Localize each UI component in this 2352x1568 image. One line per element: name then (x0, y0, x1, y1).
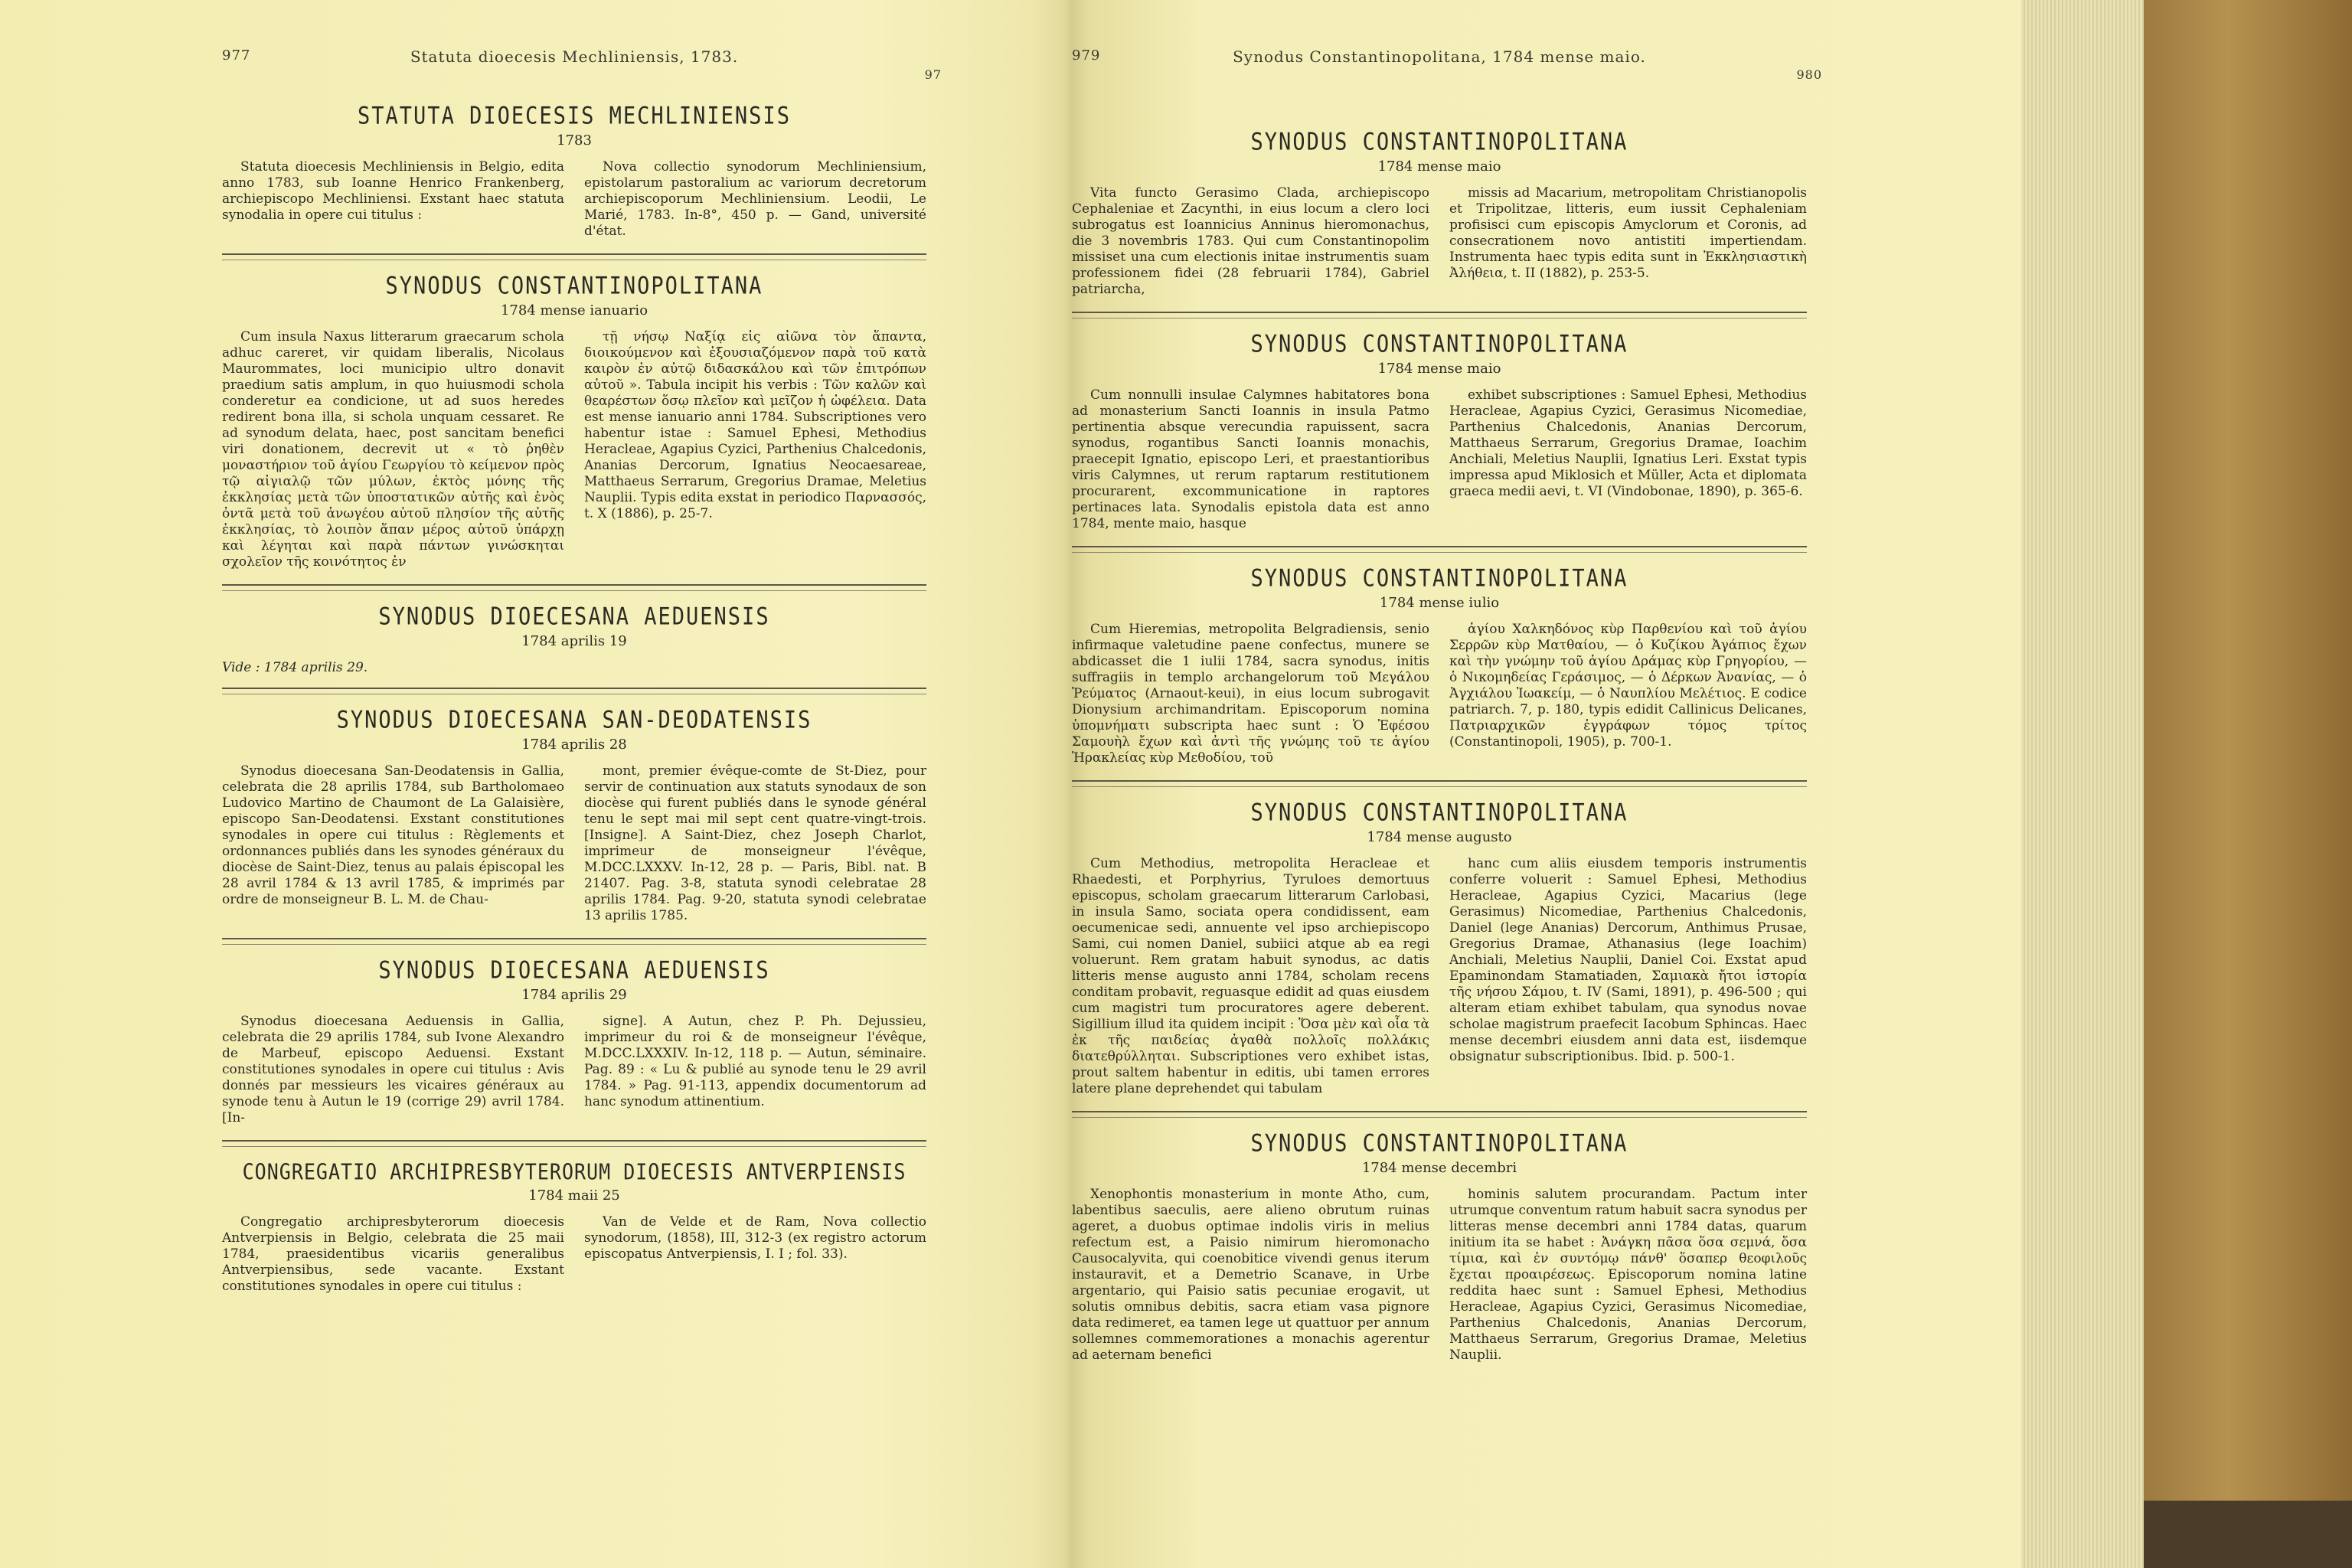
divider (222, 1140, 926, 1147)
divider (222, 584, 926, 591)
entry-text: Nova collectio synodorum Mechliniensium, epistolarum pastoralium ac variorum decretorum archiepiscoporum Mechliniensium. Leodii, Le Marié, 1783. In-8°, 450 p. — Gand, université d'état. (584, 159, 926, 239)
entry-date: 1784 mense maio (1377, 361, 1501, 377)
entry (1072, 801, 1807, 1099)
divider (222, 938, 926, 945)
entry-text: Statuta dioecesis Mechliniensis in Belgio, edita anno 1783, sub Ioanne Henrico Frankenberg, archiepiscopo Mechliniensi. Exstant haec statuta synodalia in opere cui titulus : (222, 159, 564, 223)
entry (1072, 130, 1807, 299)
entry-text: Synodus dioecesana San-Deodatensis in Gallia, celebrata die 28 aprilis 1784, sub Bartholomaeo Ludovico Martino de Chaumont de La Galaisière, episcopo San-Deodatensi. Exstant constitutiones synodales in opere cui titulus : Règlements et ordonnances publiés dans les synodes généraux du diocèse de Saint-Diez, tenus au palais épiscopal les 28 avril 1784 & 13 avril 1785, & imprimés par ordre de monseigneur B. L. M. de Chau- (222, 763, 564, 907)
entry-text: exhibet subscriptiones : Samuel Ephesi, Methodius Heracleae, Agapius Cyzici, Gerasimus Nicomediae, Parthenius Chalcedonis, Ananias Dercorum, Matthaeus Serrarum, Gregorius Dramae, Ioachim Anchiali, Meletius Nauplii, Ignatius Leri. Exstat typis impressa apud Miklosich et Müller, Acta et diplomata graeca medii aevi, t. VI (Vindobonae, 1890), p. 365-6. (1449, 387, 1807, 499)
entry-text: mont, premier évêque-comte de St-Diez, pour servir de continuation aux statuts synodaux de son diocèse qui furent publiés dans le synode général tenu le sept mai mil sept cent quatre-vingt-trois. [Insigne]. A Saint-Diez, chez Joseph Charlot, imprimeur de monseigneur l'évêque, M.DCC.LXXXV. In-12, 28 p. — Paris, Bibl. nat. B 21407. Pag. 3-8, statuta synodi celebratae 28 aprilis 1784. Pag. 9-20, statuta synodi celebratae 13 aprilis 1785. (584, 763, 926, 923)
entry-title: SYNODUS CONSTANTINOPOLITANA (1250, 799, 1628, 827)
entry-text: missis ad Macarium, metropolitam Christianopolis et Tripolitzae, litteris, eum iussit Cephaleniam profisisci cum episcopis Amyclorum et Coronis, ad consecrationem novo antistiti impertiendam. Instrumenta haec typis edita sunt in Ἐκκλησιαστικὴ Ἀλήθεια, t. II (1882), p. 253-5. (1449, 185, 1807, 281)
left-page-header (207, 0, 942, 82)
entry (222, 956, 926, 1128)
entry-text: signe]. A Autun, chez P. Ph. Dejussieu, imprimeur du roi & de monseigneur l'évêque, M.DCC.LXXXIV. In-12, 118 p. — Autun, séminaire. Pag. 89 : « Lu & publié au synode tenu le 29 avril 1784. » Pag. 91-113, appendix documentorum ad hanc synodum attinentium. (584, 1014, 926, 1109)
entry-title: SYNODUS DIOECESANA AEDUENSIS (378, 603, 770, 631)
entry-title: SYNODUS CONSTANTINOPOLITANA (385, 272, 763, 300)
running-title: Synodus Constantinopolitana, 1784 mense maio. (1233, 47, 1646, 66)
page-number: 979 (1072, 47, 1101, 64)
column-number: 97 (924, 67, 942, 82)
entry-text: Cum nonnulli insulae Calymnes habitatores bona ad monasterium Sancti Ioannis in insula Patmo pertinentia absque verecundia rapuissent, sacra synodus, rogantibus Sancti Ioannis monachis, praecepit Ignatio, episcopo Leri, et praestantioribus viris Calymnes, ut rerum raptarum restitutionem procurarent, excommunicatione in raptores pertinaces lata. Synodalis epistola data est anno 1784, mente maio, hasque (1072, 387, 1429, 531)
divider (1072, 546, 1807, 553)
entry-text: Van de Velde et de Ram, Nova collectio synodorum, (1858), III, 312-3 (ex registro actorum episcopatus Antverpiensis, I. I ; fol. 33). (584, 1214, 926, 1262)
entry-text: Congregatio archipresbyterorum dioecesis Antverpiensis in Belgio, celebrata die 25 maii 1784, praesidentibus vicariis generalibus Antverpiensibus, sede vacante. Exstant constitutiones synodales in opere cui titulus : (222, 1214, 564, 1294)
entry-title: SYNODUS CONSTANTINOPOLITANA (1250, 330, 1628, 358)
entry-date: 1784 mense maio (1377, 158, 1501, 175)
entry-date: 1784 mense iulio (1379, 595, 1500, 611)
entry-title: CONGREGATIO ARCHIPRESBYTERORUM DIOECESIS ANTVERPIENSIS (242, 1158, 906, 1185)
entry-text: τῇ νήσῳ Ναξίᾳ εἰς αἰῶνα τὸν ἅπαντα, διοικούμενον καὶ ἐξουσιαζόμενον παρὰ τοῦ κατὰ καιρὸν ἐν αὐτῷ διδασκάλου καὶ τῶν ἐπιτρόπων αὐτοῦ ». Tabula incipit his verbis : Τῶν καλῶν καὶ θεαρέστων ὅσῳ πλεῖον καὶ μεῖζον ἡ ὠφέλεια. Data est mense ianuario anni 1784. Subscriptiones vero habentur istae : Samuel Ephesi, Methodius Heracleae, Agapius Cyzici, Parthenius Chalcedonis, Ananias Dercorum, Ignatius Neocaesareae, Matthaeus Serrarum, Gregorius Dramae, Meletius Nauplii. Typis edita exstat in periodico Παρνασσός, t. X (1886), p. 25-7. (584, 329, 926, 521)
page-edges (2021, 0, 2144, 1568)
entry-text: hanc cum aliis eiusdem temporis instrumentis conferre voluerit : Samuel Ephesi, Methodius Heracleae, Agapius Cyzici, Macarius (lege Gerasimus) Nicomediae, Parthenius Chalcedonis, Daniel (lege Ananias) Dercorum, Anthimus Prusae, Gregorius Dramae, Athanasius (lege Ioachim) Anchiali, Meletius Nauplii, Daniel Coi. Exstat apud Epaminondam Stamatiaden, Σαμιακὰ ἤτοι ἱστορία τῆς νήσου Σάμου, t. IV (Sami, 1891), p. 496-500 ; qui alteram etiam exhibet tabulam, qua synodus novae scholae magistrum praefecit Iacobum Sphincas. Haec mense decembri eiusdem anni data est, iisdemque obsignatur subscriptionibus. Ibid. p. 500-1. (1449, 856, 1807, 1064)
divider (1072, 780, 1807, 787)
entry-title: SYNODUS CONSTANTINOPOLITANA (1250, 564, 1628, 593)
entry-text: Cum insula Naxus litterarum graecarum schola adhuc careret, vir quidam liberalis, Nicolaus Maurommates, loci municipio ultro donavit praedium satis amplum, in quo huiusmodi schola conderetur ea condicione, ut ad suos heredes redirent bona illa, si schola unquam cessaret. Re ad synodum delata, haec, post sancitam benefici viri donationem, decrevit ut « τὸ ῥηθὲν μοναστήριον τοῦ ἁγίου Γεωργίου τὸ κείμενον πρὸς τῷ αἰγιαλῷ τῶν μύλων, ἐκτὸς μόνης τῆς ἐκκλησίας μετὰ τῶν ὑποστατικῶν αὐτῆς καὶ ἑνὸς ὀντᾶ μετὰ τοῦ ἀνωγέου αὐτοῦ πλησίον τῆς αὐτῆς ἐκκλησίας, τὸ λοιπὸν ἅπαν μέρος αὐτοῦ ὑπάρχῃ καὶ λέγηται καὶ παρὰ πάντων γινώσκηται σχολεῖον τῆς κοινότητος ἐν (222, 329, 564, 570)
page-number: 977 (222, 47, 251, 64)
entry (222, 1158, 926, 1296)
entry-text: Cum Hieremias, metropolita Belgradiensis, senio infirmaque valetudine paene confectus, munere se abdicasset die 1 iulii 1784, sacra synodus, initis suffragiis in templo archangelorum τοῦ Μεγάλου Ῥεύματος (Arnaout-keui), in eius locum subrogavit Dionysium archimandritam. Episcoporum nomina ὑπομνήματι subscripta haec sunt : Ὁ Ἐφέσου Σαμουὴλ ἔχων καὶ ἀντὶ τῆς γνώμης τοῦ τε ἁγίου Ἡρακλείας κὺρ Μεθοδίου, τοῦ (1072, 622, 1429, 766)
entry-date: 1784 mense augusto (1367, 829, 1512, 845)
entry (222, 708, 926, 926)
right-page (1057, 0, 1822, 1568)
entry-date: 1784 aprilis 29 (521, 987, 627, 1003)
entry-text: Synodus dioecesana Aeduensis in Gallia, celebrata die 29 aprilis 1784, sub Ivone Alexandro de Marbeuf, episcopo Aeduensi. Exstant constitutiones synodales in opere cui titulus : Avis donnés par messieurs les vicaires généraux au synode tenu à Autun le 19 (corrige 29) avril 1784. [In- (222, 1014, 564, 1125)
entry-title: SYNODUS CONSTANTINOPOLITANA (1250, 128, 1628, 156)
right-page-header (1057, 0, 1822, 82)
entry-text: Cum Methodius, metropolita Heracleae et Rhaedesti, et Porphyrius, Tyruloes demortuus episcopus, scholam graecarum litterarum Carlobasi, in insula Samo, sociata opera condidissent, eam oecumenicae sedi, annuente vel ipso archiepiscopo Sami, cui nomen Daniel, subiici atque ab ea regi voluerunt. Rem gratam habuit synodus, ac datis litteris mense augusto anni 1784, scholam recens conditam probavit, reguasque edidit ad quas eiusdem cum magistri tum procuratores agere deberent. Sigillium illud ita quidem incipit : Ὅσα μὲν καὶ οἷα τὰ ἐκ τῆς παιδείας ἀγαθὰ πολλοῖς πολλάκις διατεθρύλληται. Subscriptiones vero exhibet istas, prout saltem habentur in editis, ubi tamen errores latere plane deprehendet qui tabulam (1072, 856, 1429, 1096)
entry (222, 104, 926, 241)
entry (1072, 332, 1807, 534)
entry-title: STATUTA DIOECESIS MECHLINIENSIS (358, 102, 791, 130)
entry (222, 605, 926, 675)
entry-date: 1784 maii 25 (528, 1187, 620, 1204)
entry-date: 1783 (557, 132, 592, 149)
entry-date: 1784 mense ianuario (500, 302, 648, 318)
cover-shadow (2144, 1501, 2352, 1568)
divider (222, 688, 926, 694)
cross-reference: Vide : 1784 aprilis 29. (222, 660, 368, 675)
book-cover (2144, 0, 2352, 1568)
divider (1072, 1111, 1807, 1118)
entry-text: ἁγίου Χαλκηδόνος κὺρ Παρθενίου καὶ τοῦ ἁγίου Σερρῶν κὺρ Ματθαίου, — ὁ Κυζίκου Ἀγάπιος ἔχων καὶ τὴν γνώμην τοῦ ἁγίου Δράμας κὺρ Γρηγορίου, — ὁ Νικομηδείας Γεράσιμος, — ὁ Δέρκων Ἀνανίας, — ὁ Ἀγχιάλου Ἰωακείμ, — ὁ Ναυπλίου Μελέτιος. E codice patriarch. 7, p. 180, typis edidit Callinicus Delicanes, Πατριαρχικῶν ἐγγράφων τόμος τρίτος (Constantinopoli, 1905), p. 700-1. (1449, 622, 1807, 750)
entry (1072, 1129, 1807, 1365)
entry-date: 1784 aprilis 19 (521, 633, 627, 649)
divider (222, 253, 926, 260)
running-title: Statuta dioecesis Mechliniensis, 1783. (410, 47, 739, 66)
left-page (207, 0, 942, 1568)
entry-text: Vita functo Gerasimo Clada, archiepiscopo Cephaleniae et Zacynthi, in eius locum a clero loci subrogatus est Ioannicius Anninus hieromonachus, die 3 novembris 1783. Qui cum Constantinopolim missiset una cum electionis initae instrumentis suam professionem fidei (28 februarii 1784), Gabriel patriarcha, (1072, 185, 1429, 297)
entry-text: hominis salutem procurandam. Pactum inter utrumque conventum ratum habuit sacra synodus per litteras mense decembri anni 1784 datas, quarum initium ita se habet : Ἀνάγκη πᾶσα ὅσα σεμνά, ὅσα τίμια, καὶ ἐν συντόμῳ πάνθ' ὅσαπερ θεοφιλοῦς ἔχεται προαιρέσεως. Episcoporum nomina latine reddita haec sunt : Samuel Ephesi, Methodius Heracleae, Agapius Cyzici, Gerasimus Nicomediae, Parthenius Chalcedonis, Ananias Dercorum, Matthaeus Serrarum, Gregorius Dramae, Meletius Nauplii. (1449, 1187, 1807, 1363)
entry-title: SYNODUS DIOECESANA AEDUENSIS (378, 956, 770, 985)
column-number: 980 (1796, 67, 1822, 82)
entry-date: 1784 mense decembri (1361, 1160, 1517, 1176)
entry (222, 274, 926, 572)
entry-date: 1784 aprilis 28 (521, 737, 627, 753)
divider (1072, 312, 1807, 318)
entry-title: SYNODUS CONSTANTINOPOLITANA (1250, 1129, 1628, 1158)
entry-title: SYNODUS DIOECESANA SAN-DEODATENSIS (336, 706, 812, 734)
entry-text: Xenophontis monasterium in monte Atho, cum, labentibus saeculis, aere alieno obrutum ruinas ageret, a duobus optimae indolis viris in melius refectum est, a Paisio nimirum hieromonacho Causocalyvita, qui coenobitice vivendi genus iterum instauravit, et a Demetrio Scanave, in Urbe argentario, qui Paisio satis pecuniae erogavit, ut solutis omnibus debitis, sacra etiam vasa pignore data redimeret, ea tamen lege ut quattuor per annum sollemnes commemorationes a monachis agerentur ad aeternam benefici (1072, 1187, 1429, 1363)
entry (1072, 564, 1807, 768)
